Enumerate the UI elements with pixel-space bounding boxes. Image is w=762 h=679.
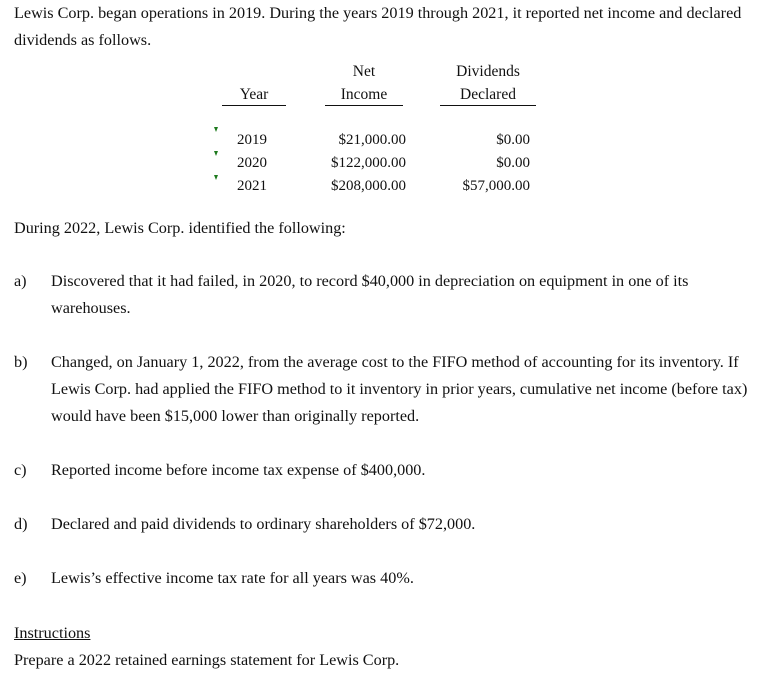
header-year-underline <box>222 105 286 106</box>
list-item-text: Lewis’s effective income tax rate for all years was 40%. <box>51 569 414 587</box>
list-item-text: Discovered that it had failed, in 2020, to record $40,000 in depreciation on equipment in one of its warehouses. <box>51 272 689 317</box>
cell-year: 2020 <box>237 155 267 171</box>
header-net-line1: Net <box>352 63 376 80</box>
header-div-line1: Dividends <box>456 63 520 80</box>
instructions-body: Prepare a 2022 retained earnings statement for Lewis Corp. <box>14 651 400 669</box>
list-item-text: Reported income before income tax expense of $400,000. <box>51 461 426 479</box>
instructions-title: Instructions <box>14 624 91 642</box>
list-item-letter: e) <box>14 569 27 587</box>
row-marker-icon <box>214 151 218 156</box>
during-heading: During 2022, Lewis Corp. identified the following: <box>14 219 346 237</box>
header-net-underline <box>325 105 403 106</box>
list-item-text: Declared and paid dividends to ordinary shareholders of $72,000. <box>51 515 476 533</box>
header-net-line2: Income <box>340 86 388 103</box>
cell-year: 2019 <box>237 132 267 148</box>
list-item-letter: b) <box>14 353 28 371</box>
row-marker-icon <box>214 175 218 180</box>
intro-paragraph: Lewis Corp. began operations in 2019. During the years 2019 through 2021, it reported net income and declared dividends as follows. <box>14 4 742 49</box>
row-marker-icon <box>214 127 218 132</box>
cell-year: 2021 <box>237 178 267 194</box>
header-div-line2: Declared <box>460 86 516 103</box>
income-dividends-table <box>0 0 762 210</box>
cell-net-income: $122,000.00 <box>331 155 406 171</box>
cell-dividends: $57,000.00 <box>462 178 530 194</box>
list-item-text: Changed, on January 1, 2022, from the average cost to the FIFO method of accounting for its inventory. If Lewis Corp. had applied the FIFO method to it inventory in prior years, cumulative net income (before tax) would have been $15,000 lower than originally reported. <box>51 353 748 425</box>
cell-net-income: $208,000.00 <box>331 178 406 194</box>
header-div-underline <box>440 105 536 106</box>
list-item-letter: a) <box>14 272 27 290</box>
list-item-letter: c) <box>14 461 27 479</box>
cell-dividends: $0.00 <box>496 132 530 148</box>
header-year: Year <box>239 86 269 103</box>
cell-dividends: $0.00 <box>496 155 530 171</box>
list-item-letter: d) <box>14 515 28 533</box>
cell-net-income: $21,000.00 <box>338 132 406 148</box>
